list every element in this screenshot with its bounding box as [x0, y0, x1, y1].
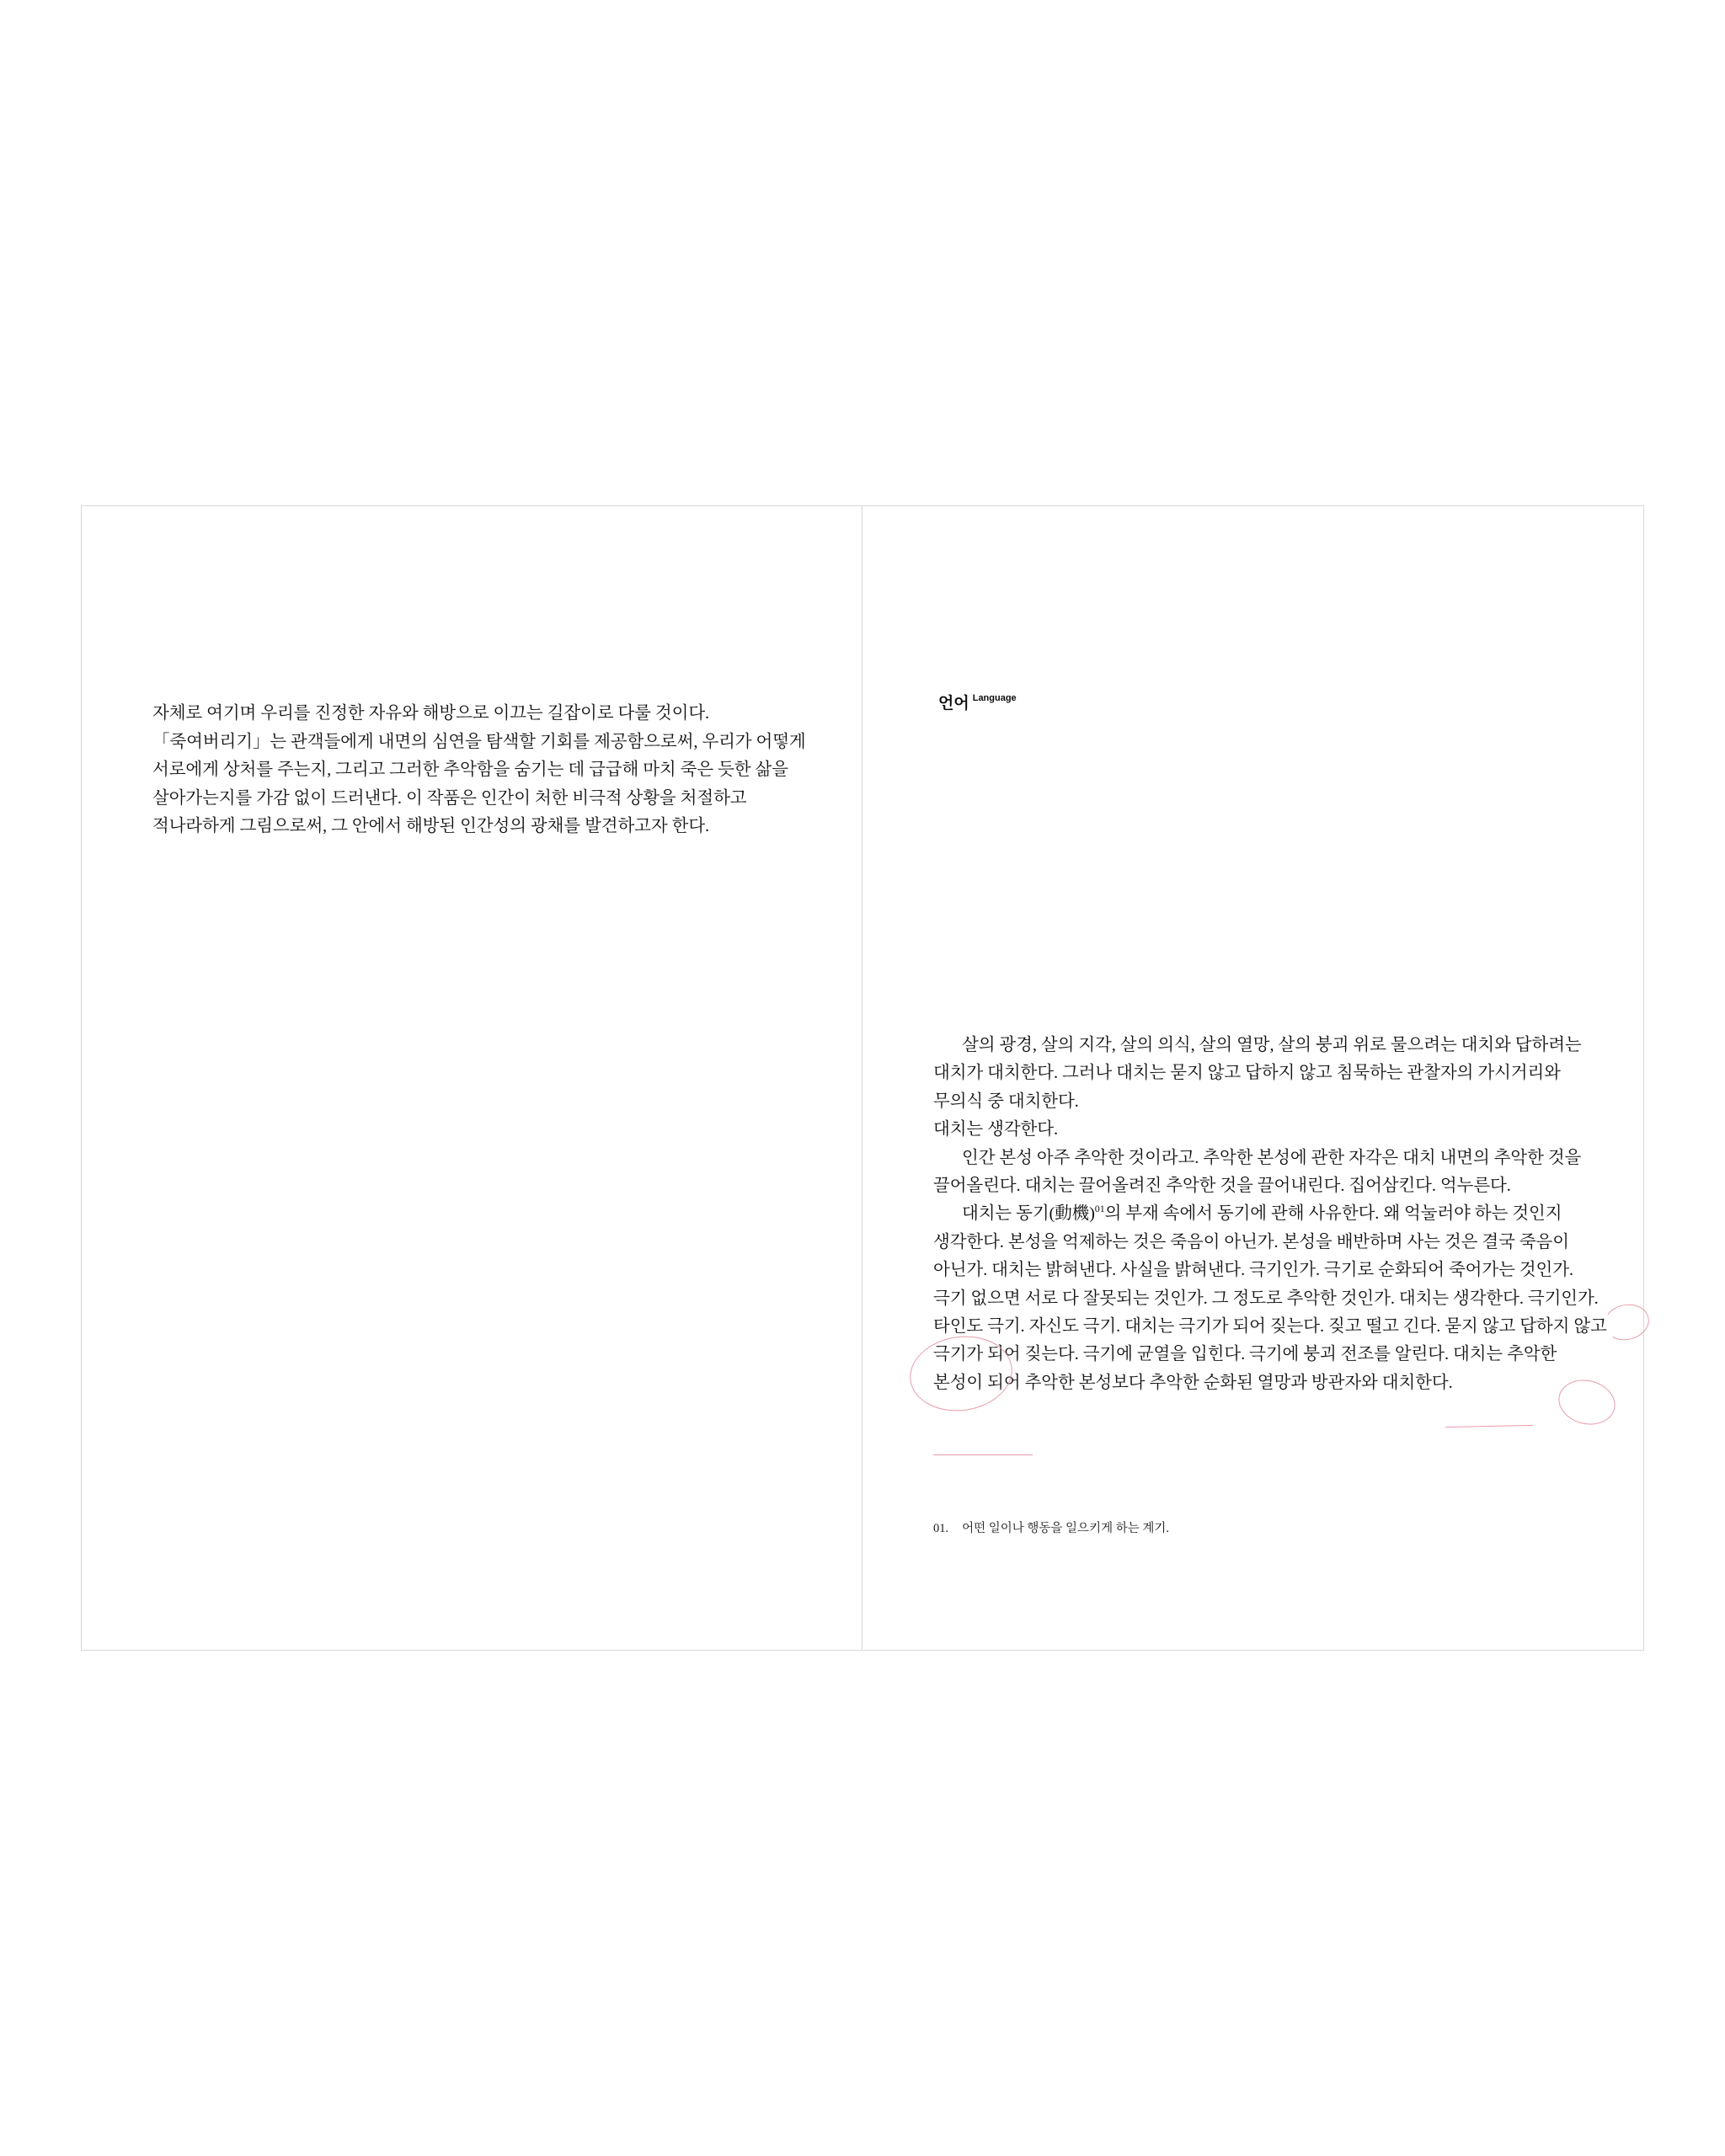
right-paragraph-2: 대치는 생각한다.	[933, 1120, 1058, 1139]
right-paragraph-3: 인간 본성 아주 추악한 것이라고. 추악한 본성에 관한 자각은 대치 내면의 추악한 것을 끌어올린다. 대치는 끌어올려진 추악한 것을 끌어내린다. 집어삼킨다. 억누른다.	[933, 1148, 1582, 1196]
left-page	[82, 506, 862, 1650]
footnote	[933, 1520, 1607, 1537]
right-paragraph-1: 살의 광경, 살의 지각, 살의 의식, 살의 열망, 살의 붕괴 위로 물으려는 대치와 답하려는 대치가 대치한다. 그러나 대치는 묻지 않고 답하지 않고 침묵하는 관찰자의 가시거리와 무의식 중 대치한다.	[933, 1036, 1582, 1111]
footnote-number: 01.	[933, 1522, 949, 1535]
left-page-paragraph: 자체로 여기며 우리를 진정한 자유와 해방으로 이끄는 길잡이로 다룰 것이다. 「죽여버리기」는 관객들에게 내면의 심연을 탐색할 기회를 제공함으로써, 우리가 어떻게 서로에게 상처를 주는지, 그리고 그러한 추악함을 숨기는 데 급급해 마치 죽은 듯한 삶을 살아가는지를 가감 없이 드러낸다. 이 작품은 인간이 처한 비극적 상황을 처절하고 적나라하게 그림으로써, 그 안에서 해방된 인간성의 광채를 발견하고자 한다.	[152, 704, 806, 835]
right-page-body	[933, 1032, 1607, 1397]
annotation-underline-1	[933, 1454, 1033, 1455]
footnote-reference: 01	[1094, 1203, 1105, 1215]
section-heading-ko: 언어	[938, 695, 969, 712]
footnote-text: 어떤 일이나 행동을 일으키게 하는 계기.	[962, 1522, 1169, 1535]
section-heading-en: Language	[972, 693, 1017, 703]
right-paragraph-4-after: 의 부재 속에서 동기에 관해 사유한다. 왜 억눌러야 하는 것인지 생각한다. 본성을 억제하는 것은 죽음이 아닌가. 본성을 배반하며 사는 것은 결국 죽음이 아닌가. 대치는 밝혀낸다. 사실을 밝혀낸다. 극기인가. 극기로 순화되어 죽어가는 것인가. 극기 없으면 서로 다 잘못되는 것인가. 그 정도로 추악한 것인가. 대치는 생각한다. 극기인가. 타인도 극기. 자신도 극기. 대치는 극기가 되어 짖는다. 짖고 떨고 긴다. 묻지 않고 답하지 않고 극기가 되어 짖는다. 극기에 균열을 입힌다. 극기에 붕괴 전조를 알린다. 대치는 추악한 본성이 되어 추악한 본성보다 추악한 순화된 열망과 방관자와 대치한다.	[933, 1204, 1607, 1392]
book-spread	[81, 505, 1644, 1651]
right-paragraph-4	[933, 1200, 1607, 1397]
left-page-body	[152, 700, 818, 841]
annotation-underline-2	[1445, 1425, 1533, 1428]
right-paragraph-4-before: 대치는 동기(動機)	[962, 1204, 1095, 1224]
section-heading	[938, 693, 1017, 712]
annotation-circle-mark-1	[1600, 1300, 1653, 1344]
right-page	[862, 506, 1643, 1650]
